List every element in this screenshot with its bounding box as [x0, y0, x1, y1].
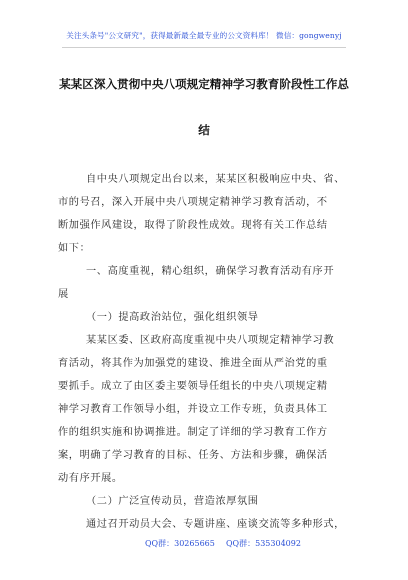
- document-title: 某某区深入贯彻中央八项规定精神学习教育阶段性工作总: [59, 77, 349, 91]
- section-heading: 一、高度重视，精心组织，确保学习教育活动有序开: [86, 266, 335, 277]
- subsection-heading: （一）提高政治站位，强化组织领导: [86, 312, 259, 323]
- body-line: 如下：: [58, 243, 91, 254]
- footer-qq-group-2: QQ群：535304092: [226, 539, 301, 548]
- body-line: 某某区委、区政府高度重视中央八项规定精神学习教: [86, 335, 335, 346]
- body-line: 通过召开动员大会、专题讲座、座谈交流等多种形式，: [86, 519, 345, 530]
- header-divider: [62, 47, 346, 48]
- body-line: 市的号召，深入开展中央八项规定精神学习教育活动，不: [58, 197, 328, 208]
- body-line: 要抓手。成立了由区委主要领导任组长的中央八项规定精: [58, 381, 328, 392]
- document-title-continued: 结: [198, 123, 210, 137]
- body-line: 断加强作风建设，取得了阶段性成效。现将有关工作总结: [58, 220, 328, 231]
- section-heading-continued: 展: [58, 289, 69, 300]
- header-banner: 关注头条号"公文研究"，获得最新最全最专业的公文资料库！ 微信：gongwenyj: [66, 31, 342, 40]
- body-line: 案，明确了学习教育的目标、任务、方法和步骤，确保活: [58, 450, 328, 461]
- footer-qq-group-1: QQ群：30265665: [145, 539, 215, 548]
- subsection-heading: （二）广泛宣传动员，营造浓厚氛围: [86, 496, 259, 507]
- body-line: 动有序开展。: [58, 473, 123, 484]
- body-line: 作的组织实施和协调推进。制定了详细的学习教育工作方: [58, 427, 328, 438]
- body-line: 育活动，将其作为加强党的建设、推进全面从严治党的重: [58, 358, 328, 369]
- body-line: 神学习教育工作领导小组，并设立工作专班，负责具体工: [58, 404, 328, 415]
- body-line: 自中央八项规定出台以来，某某区积极响应中央、省、: [86, 174, 345, 185]
